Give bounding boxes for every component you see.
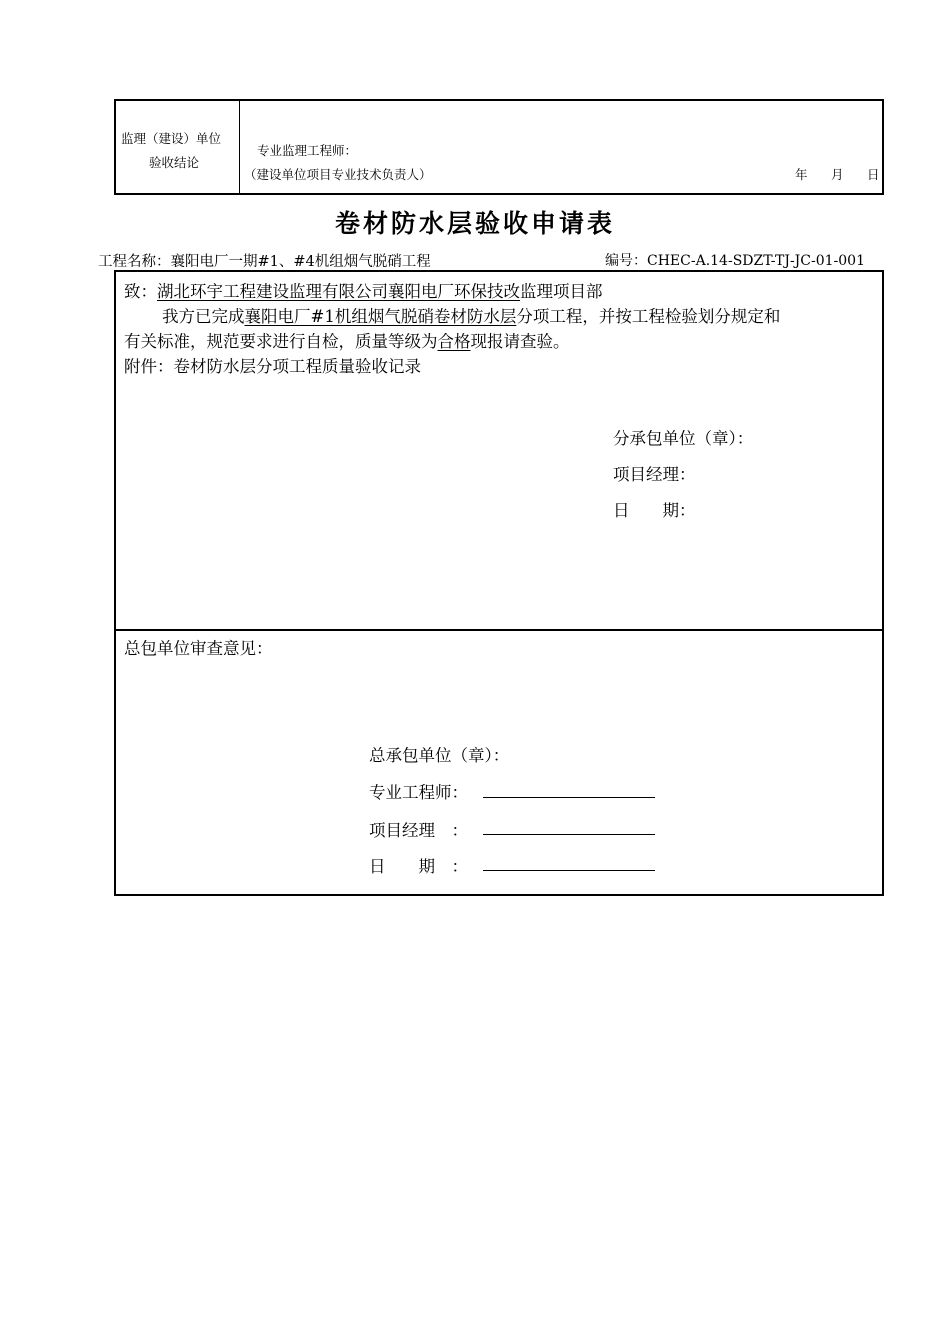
request-text-d: 现报请查验。 [470, 332, 570, 351]
conclusion-label-line2: 验收结论 [149, 155, 200, 170]
addressee-prefix: 致： [124, 282, 157, 301]
request-paragraph-line2 [124, 328, 570, 352]
supervision-conclusion-table [114, 99, 884, 195]
date-year-label: 年 [795, 167, 808, 182]
addressee-company: 湖北环宇工程建设监理有限公司襄阳电厂环保技改 [157, 282, 520, 301]
gc-date-line [483, 870, 655, 871]
gc-date-label: 日 期 ： [369, 857, 468, 876]
subcontractor-seal-label: 分承包单位（章）： [613, 429, 754, 448]
subcontractor-date-label: 日 期： [613, 501, 696, 520]
subcontractor-pm-label: 项目经理： [613, 465, 696, 484]
owner-technical-lead-label: （建设单位项目专业技术负责人） [244, 167, 432, 182]
application-form [114, 270, 884, 896]
section-divider [116, 629, 882, 631]
gc-review-heading: 总包单位审查意见： [124, 639, 273, 658]
subproject-name: 襄阳电厂#1机组烟气脱硝卷材防水层 [244, 307, 517, 326]
addressee-line [124, 278, 603, 302]
gc-seal-label: 总承包单位（章）： [369, 746, 510, 765]
conclusion-label-line1: 监理（建设）单位 [121, 131, 222, 146]
request-paragraph-line1 [162, 303, 780, 327]
document-code: 编号：CHEC-A.14-SDZT-TJ-JC-01-001 [605, 253, 865, 269]
request-text-a: 我方已完成 [162, 307, 245, 326]
gc-engineer-label: 专业工程师： [369, 783, 468, 802]
request-text-b: 分项工程，并按工程检验划分规定和 [516, 307, 781, 326]
date-month-label: 月 [831, 167, 844, 182]
supervising-engineer-label: 专业监理工程师： [257, 143, 358, 158]
date-day-label: 日 [867, 167, 880, 182]
quality-grade: 合格 [437, 332, 471, 351]
page-title: 卷材防水层验收申请表 [334, 209, 615, 238]
gc-pm-signature-line [483, 834, 655, 835]
gc-engineer-signature-line [483, 797, 655, 798]
attachment-line: 附件：卷材防水层分项工程质量验收记录 [124, 357, 421, 376]
project-name: 工程名称：襄阳电厂一期#1、#4机组烟气脱硝工程 [98, 254, 431, 270]
gc-pm-label: 项目经理 ： [369, 821, 468, 840]
addressee-suffix: 监理项目部 [520, 282, 603, 301]
request-text-c: 有关标准，规范要求进行自检，质量等级为 [124, 332, 438, 351]
conclusion-label-cell [116, 101, 240, 193]
